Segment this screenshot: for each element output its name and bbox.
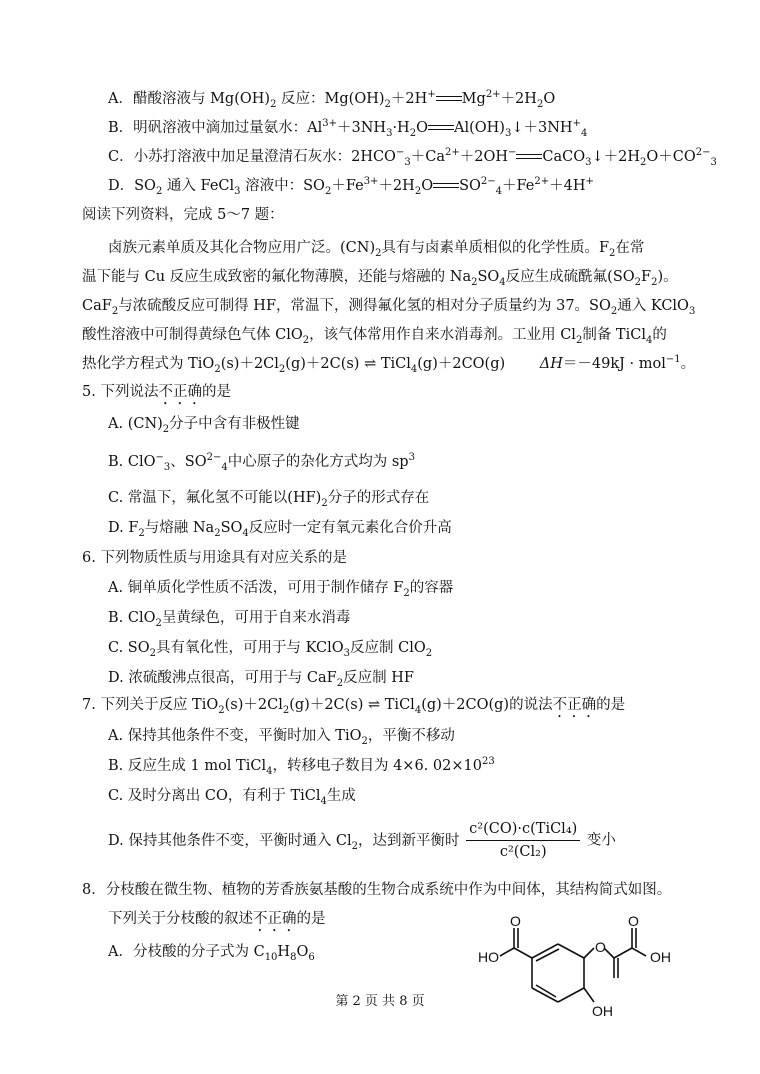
q8-stem-2: 下列关于分枝酸的叙述不正确的是 [108,911,326,927]
q6-option-a: A. 铜单质化学性质不活泼，可用于制作储存 $F_2$的容器 [108,580,454,599]
struct-label-ho-left: HO [478,949,499,965]
q7-option-a: A. 保持其他条件不变，平衡时加入 TiO$_2$，平衡不移动 [108,728,455,747]
equilibrium-arrow: ⇌ [368,697,381,713]
struct-label-oh-right: OH [650,949,671,965]
page-footer: 第 2 页 共 8 页 [335,994,425,1009]
struct-label-o-right: O [628,913,639,929]
q8-stem: 8．分枝酸在微生物、植物的芳香族氨基酸的生物合成系统中作为中间体，其结构简式如图。 [82,882,672,898]
passage-line-5: 热化学方程式为 $TiO_2(s)+2Cl_2(g)+2C(s)$ ⇌ TiCl$_4$(g)＋2CO(g) ΔH＝－49kJ · mol$^{-1}$。 [82,354,696,375]
struct-label-o-ether: O [595,939,606,955]
q7-option-d: D. 保持其他条件不变，平衡时通入 $Cl_2$，达到新平衡时 $\frac{\text{c²(CO)·c(TiCl₄)}}{\text{c²(Cl₂)}}$ 变小 [108,821,616,860]
q5-option-a: A. $(CN)_2$分子中含有非极性键 [108,416,300,435]
q7-option-c: C. 及时分离出 CO，有利于 TiCl$_4$生成 [108,788,356,807]
passage-line-1: 卤族元素单质及其化合物应用广泛。$(CN)_2$具有与卤素单质相似的化学性质。$F_2$在常 [108,240,645,259]
equilibrium-arrow: ⇌ [364,356,377,372]
passage-line-3: CaF$_2$与浓硫酸反应可制得 HF，常温下，测得氟化氢的相对分子质量约为 37。$SO_2$通入 KClO$_3$ [82,298,696,317]
q5-option-b: B. ClO−$_3$、$SO^{2-}_4$中心原子的杂化方式均为 $sp^3$ [108,452,415,473]
q4-option-a: A．醋酸溶液与 $Mg(OH)_2$ 反应：$Mg(OH)_2+2H^+$ $Mg^{2+}+2H_2O$ [108,89,556,110]
concentration-ratio-fraction: $\frac{\text{c²(CO)·c(TiCl₄)}}{\text{c²(Cl₂)}}$ [466,820,580,861]
q7-stem: 7. 下列关于反应 $TiO_2(s)+2Cl_2(g)+2C(s)$ ⇌ TiCl$_4$(g)＋2CO(g)的说法不正确的是 [82,697,626,716]
q8-option-a: A．分枝酸的分子式为 $C_{10}H_8O_6$ [108,944,315,963]
q5-option-d: D. $F_2$与熔融 $Na_2SO_4$反应时一定有氧元素化合价升高 [108,520,452,539]
q7-option-b: B. 反应生成 1 mol TiCl$_4$，转移电子数目为 4×6. $02\times 10^{23}$ [108,756,495,777]
passage-line-4: 酸性溶液中可制得黄绿色气体 ClO$_2$，该气体常用作自来水消毒剂。工业用 $Cl_2$制备 TiCl$_4$的 [82,327,667,346]
q6-option-d: D. 浓硫酸沸点很高，可用于与 CaF$_2$反应制 HF [108,670,414,689]
q5-option-c: C. 常温下，氟化氢不可能以$(HF)_2$分子的形式存在 [108,490,430,509]
passage-line-2: 温下能与 Cu 反应生成致密的氟化物薄膜，还能与熔融的 $Na_2SO_4$反应生成硫酰氟$(SO_2F_2)$。 [82,269,678,288]
q6-stem: 6. 下列物质性质与用途具有对应关系的是 [82,550,347,566]
q4-option-b: B．明矾溶液中滴加过量氨水：$Al^{3+}+3NH_3\cdot H_2O$ $Al(OH)_3↓+3NH^+_4$ [108,118,588,139]
q6-option-b: B. ClO$_2$呈黄绿色，可用于自来水消毒 [108,610,351,629]
struct-label-oh-ring: OH [592,1003,613,1019]
q4-option-d: D．$SO_2$ 通入 FeCl$_3$ 溶液中：$SO_2+Fe^{3+}+2H_2O$ $SO^{2-}_4+Fe^{2+}+4H^+$ [108,176,594,197]
reading-intro: 阅读下列资料，完成 5～7 题： [82,207,284,223]
q5-stem: 5. 下列说法不正确的是 [82,384,231,400]
q6-option-c: C. $SO_2$具有氧化性，可用于与 KClO$_3$反应制 ClO$_2$ [108,640,433,659]
struct-label-o-left: O [510,913,521,929]
q4-option-c: C．小苏打溶液中加足量澄清石灰水：$2HCO^-_3+Ca^{2+}+2OH^-$ $CaCO_3↓+2H_2O+CO^{2-}_3$ [108,147,717,168]
